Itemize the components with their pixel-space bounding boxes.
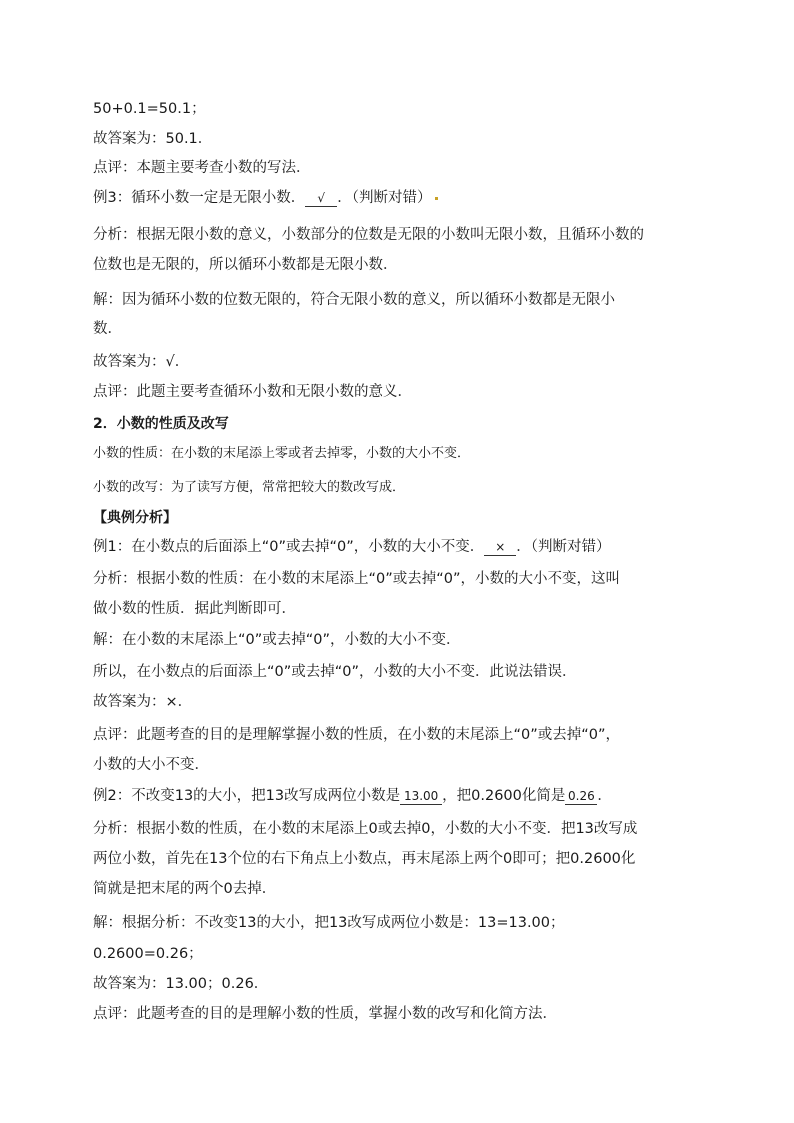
- text-line: 分析：根据小数的性质，在小数的末尾添上0或去掉0，小数的大小不变．把13改写成: [93, 821, 638, 837]
- text-line: 故答案为：×．: [93, 694, 193, 710]
- text-line: 故答案为：13.00；0.26．: [93, 976, 269, 992]
- text-line: 50+0.1=50.1；: [93, 101, 206, 117]
- text-line: 点评：此题主要考查循环小数和无限小数的意义．: [93, 384, 412, 400]
- text-line: 简就是把末尾的两个0去掉．: [93, 881, 277, 897]
- text-line: 解：根据分析：不改变13的大小，把13改写成两位小数是：13=13.00；: [93, 915, 565, 931]
- question-text: 例3：循环小数一定是无限小数．: [93, 190, 306, 206]
- example-3-question: [93, 189, 704, 207]
- example-1-question: [93, 538, 704, 556]
- text-line: 分析：根据小数的性质：在小数的末尾添上“0”或去掉“0”，小数的大小不变，这叫: [93, 571, 620, 587]
- text-line: 解：因为循环小数的位数无限的，符合无限小数的意义，所以循环小数都是无限小: [93, 292, 615, 308]
- text-line: 0.2600=0.26；: [93, 946, 203, 962]
- text-line: 两位小数，首先在13个位的右下角点上小数点，再末尾添上两个0即可；把0.2600化: [93, 851, 636, 867]
- answer-blank-1: 13.00: [400, 789, 442, 805]
- text-line: 点评：本题主要考查小数的写法．: [93, 160, 311, 176]
- text-line: 故答案为：50.1．: [93, 131, 213, 147]
- question-mid: ，把0.2600化简是: [442, 788, 566, 804]
- text-line: 位数也是无限的，所以循环小数都是无限小数．: [93, 257, 398, 273]
- text-line: 点评：此题考查的目的是理解小数的性质，掌握小数的改写和化简方法．: [93, 1006, 557, 1022]
- text-line: 小数的大小不变．: [93, 757, 209, 773]
- question-text: 例1：在小数点的后面添上“0”或去掉“0”，小数的大小不变．: [93, 539, 485, 555]
- text-line: 小数的改写：为了读写方便，常常把较大的数改写成．: [93, 480, 406, 495]
- text-line: 分析：根据无限小数的意义，小数部分的位数是无限的小数叫无限小数，且循环小数的: [93, 227, 644, 243]
- sub-heading: 【典例分析】: [93, 510, 177, 526]
- section-heading: 2．小数的性质及改写: [93, 416, 229, 432]
- text-line: 数．: [93, 321, 122, 337]
- question-suffix: ．: [597, 788, 612, 804]
- question-suffix: ．（判断对错）: [516, 539, 611, 555]
- answer-blank: ×: [484, 540, 516, 556]
- text-line: 解：在小数的末尾添上“0”或去掉“0”，小数的大小不变．: [93, 632, 461, 648]
- text-line: 故答案为：√．: [93, 354, 190, 370]
- example-2-question: [93, 787, 704, 805]
- text-line: 点评：此题考查的目的是理解掌握小数的性质，在小数的末尾添上“0”或去掉“0”，: [93, 727, 620, 743]
- answer-blank: √: [305, 191, 337, 207]
- text-line: 所以，在小数点的后面添上“0”或去掉“0”，小数的大小不变．此说法错误．: [93, 664, 577, 680]
- text-line: 小数的性质：在小数的末尾添上零或者去掉零，小数的大小不变．: [93, 446, 471, 461]
- marker-dot: [435, 197, 438, 200]
- answer-blank-2: 0.26: [565, 789, 597, 805]
- question-text: 例2：不改变13的大小，把13改写成两位小数是: [93, 788, 401, 804]
- question-suffix: ．（判断对错）: [337, 190, 432, 206]
- text-line: 做小数的性质．据此判断即可．: [93, 601, 296, 617]
